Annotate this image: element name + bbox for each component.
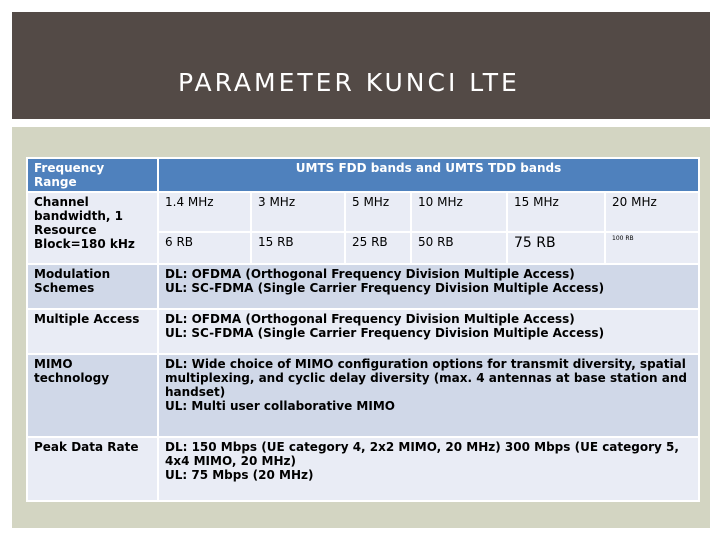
bandwidth-row	[27, 192, 699, 232]
resource-block-value: 75 RB	[507, 232, 605, 264]
table-row	[27, 354, 699, 437]
bandwidth-value: 3 MHz	[251, 192, 345, 232]
bandwidth-value: 5 MHz	[345, 192, 411, 232]
slide-title: PARAMETER KUNCI LTE	[178, 68, 520, 97]
lte-parameter-table	[26, 157, 700, 502]
resource-block-value: 25 RB	[345, 232, 411, 264]
resource-block-value: 6 RB	[158, 232, 251, 264]
row-label: Multiple Access	[27, 309, 158, 354]
header-bands: UMTS FDD bands and UMTS TDD bands	[158, 158, 699, 192]
row-label: Peak Data Rate	[27, 437, 158, 501]
row-label: Modulation Schemes	[27, 264, 158, 309]
bandwidth-value: 15 MHz	[507, 192, 605, 232]
table-row	[27, 437, 699, 501]
row-label: MIMO technology	[27, 354, 158, 437]
title-band	[12, 12, 710, 119]
bandwidth-value: 20 MHz	[605, 192, 699, 232]
row-value: DL: 150 Mbps (UE category 4, 2x2 MIMO, 20 MHz) 300 Mbps (UE category 5, 4x4 MIMO, 20 MHz) UL: 75 Mbps (20 MHz)	[158, 437, 699, 501]
row-value: DL: Wide choice of MIMO configuration options for transmit diversity, spatial multiplexing, and cyclic delay diversity (max. 4 antennas at base station and handset) UL: Multi user collaborative MIMO	[158, 354, 699, 437]
resource-block-value: 15 RB	[251, 232, 345, 264]
row-value: DL: OFDMA (Orthogonal Frequency Division Multiple Access) UL: SC-FDMA (Single Carrier Frequency Division Multiple Access)	[158, 264, 699, 309]
header-frequency-range: Frequency Range	[27, 158, 158, 192]
resource-block-value: 50 RB	[411, 232, 507, 264]
bandwidth-label: Channel bandwidth, 1 Resource Block=180 kHz	[27, 192, 158, 264]
table-row	[27, 309, 699, 354]
bandwidth-value: 10 MHz	[411, 192, 507, 232]
bandwidth-value: 1.4 MHz	[158, 192, 251, 232]
row-value: DL: OFDMA (Orthogonal Frequency Division Multiple Access) UL: SC-FDMA (Single Carrier Frequency Division Multiple Access)	[158, 309, 699, 354]
table-header-row	[27, 158, 699, 192]
table-row	[27, 264, 699, 309]
resource-block-value: 100 RB	[605, 232, 699, 264]
